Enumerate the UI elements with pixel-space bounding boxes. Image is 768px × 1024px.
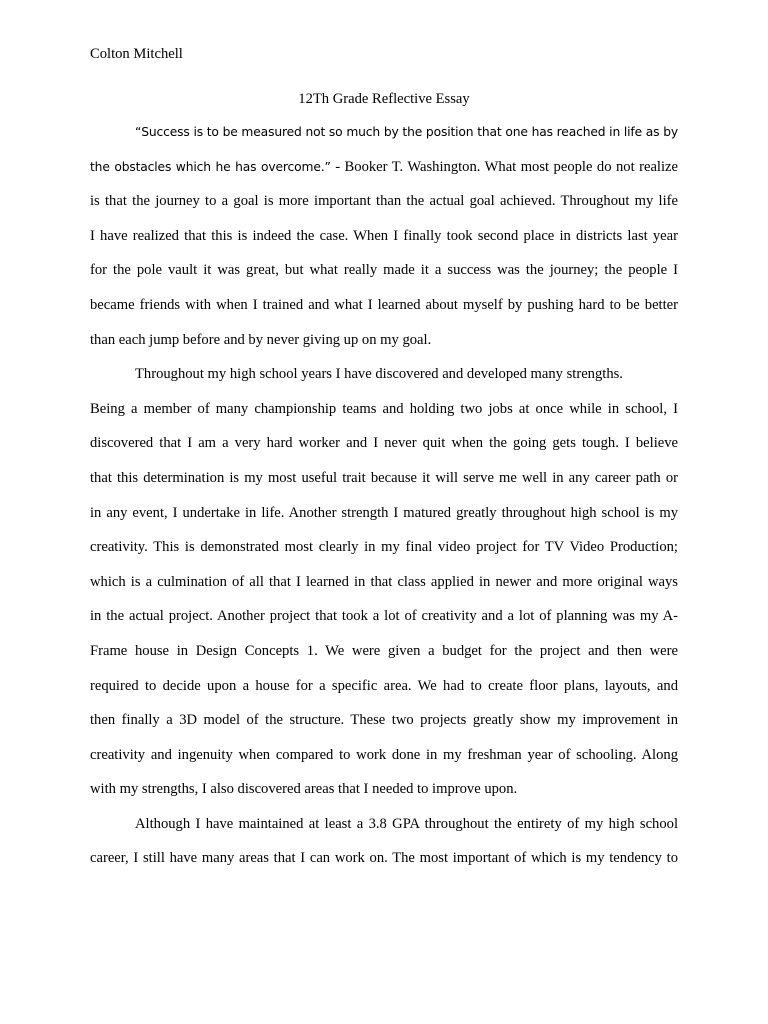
paragraph-line: I have realized that this is indeed the case. When I finally took second place in districts last year [90, 227, 678, 244]
paragraph-line: is that the journey to a goal is more important than the actual goal achieved. Throughout my life [90, 193, 678, 210]
paragraph-line: required to decide upon a house for a specific area. We had to create floor plans, layouts, and [90, 677, 678, 694]
paragraph-line: Frame house in Design Concepts 1. We were given a budget for the project and then were [90, 642, 678, 659]
paragraph-line: that this determination is my most useful trait because it will serve me well in any career path or [90, 469, 678, 486]
paragraph-line: than each jump before and by never giving up on my goal. [90, 331, 432, 348]
paragraph-line: “Success is to be measured not so much by the position that one has reached in life as by [135, 125, 678, 139]
paragraph-line: Although I have maintained at least a 3.8 GPA throughout the entirety of my high school [135, 815, 678, 832]
essay-title: 12Th Grade Reflective Essay [298, 91, 470, 107]
paragraph-line: career, I still have many areas that I can work on. The most important of which is my tendency to [90, 850, 678, 867]
paragraph-line: which is a culmination of all that I learned in that class applied in newer and more original ways [90, 573, 678, 590]
paragraph-line: creativity. This is demonstrated most clearly in my final video project for TV Video Production; [90, 539, 678, 556]
paragraph-line: then finally a 3D model of the structure. These two projects greatly show my improvement in [90, 712, 678, 729]
paragraph-line: became friends with when I trained and what I learned about myself by pushing hard to be better [90, 296, 678, 313]
paragraph-line: discovered that I am a very hard worker and I never quit when the going gets tough. I believe [90, 435, 678, 452]
paragraph-line: in any event, I undertake in life. Another strength I matured greatly throughout high school is my [90, 504, 678, 521]
paragraph-line: Throughout my high school years I have discovered and developed many strengths. [135, 366, 623, 383]
paragraph-line: with my strengths, I also discovered areas that I needed to improve upon. [90, 781, 518, 798]
paragraph-line: creativity and ingenuity when compared to work done in my freshman year of schooling. Along [90, 746, 678, 763]
paragraph-1 [90, 121, 678, 363]
paragraph-3 [90, 813, 678, 882]
essay-body [90, 121, 678, 882]
paragraph-line: in the actual project. Another project that took a lot of creativity and a lot of planning was my A- [90, 608, 678, 625]
paragraph-line: for the pole vault it was great, but what really made it a success was the journey; the people I [90, 262, 678, 279]
author-name: Colton Mitchell [90, 46, 183, 62]
paragraph-2 [90, 363, 678, 813]
quote-attribution: - Booker T. Washington. What most people do not realize [330, 158, 678, 175]
quote-fragment: the obstacles which he has overcome.” [90, 159, 331, 174]
paragraph-line [90, 156, 678, 191]
paragraph-line: Being a member of many championship teams and holding two jobs at once while in school, I [90, 400, 678, 417]
